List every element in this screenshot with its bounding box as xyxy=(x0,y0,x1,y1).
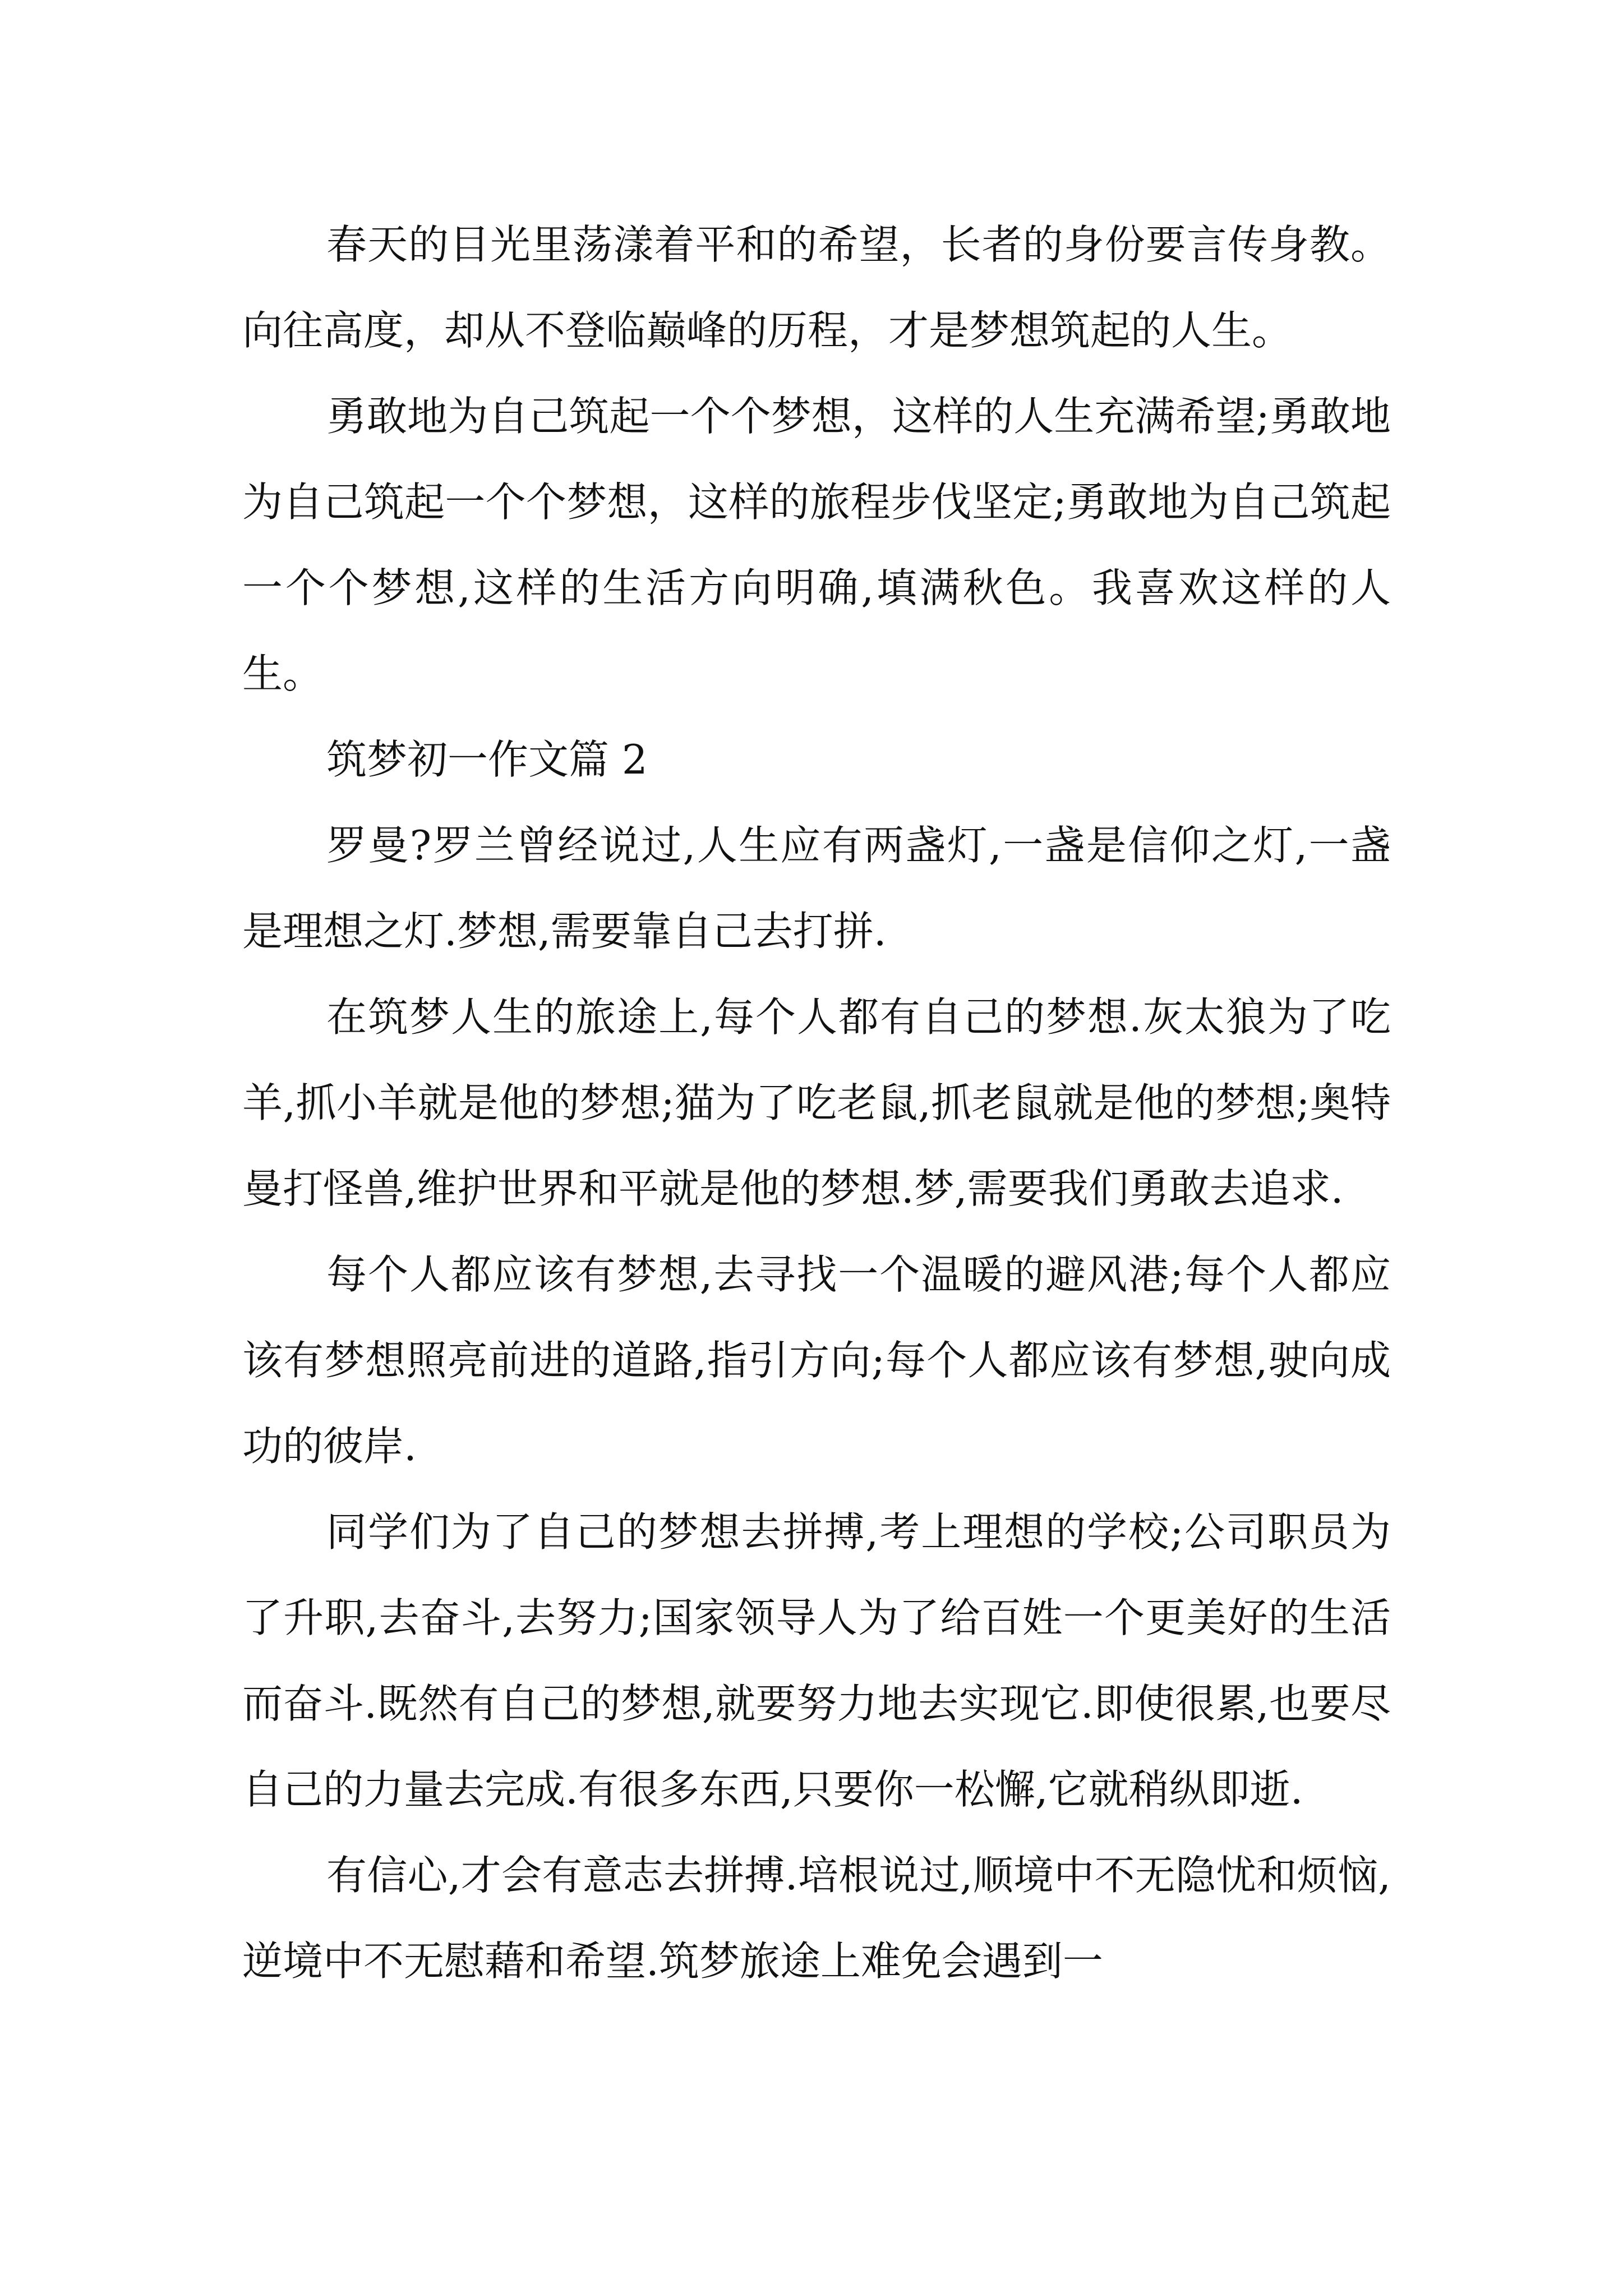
paragraph: 春天的目光里荡漾着平和的希望，长者的身份要言传身教。向往高度，却从不登临巅峰的历程，才是梦想筑起的人生。 xyxy=(242,221,1391,354)
paragraph: 罗曼?罗兰曾经说过,人生应有两盏灯,一盏是信仰之灯,一盏是理想之灯.梦想,需要靠自己去打拼. xyxy=(242,822,1391,955)
paragraph: 同学们为了自己的梦想去拼搏,考上理想的学校;公司职员为了升职,去奋斗,去努力;国家领导人为了给百姓一个更美好的生活而奋斗.既然有自己的梦想,就要努力地去实现它.即使很累,也要尽自己的力量去完成.有很多东西,只要你一松懈,它就稍纵即逝. xyxy=(242,1508,1391,1813)
paragraph: 勇敢地为自己筑起一个个梦想，这样的人生充满希望;勇敢地为自己筑起一个个梦想，这样的旅程步伐坚定;勇敢地为自己筑起一个个梦想,这样的生活方向明确,填满秋色。我喜欢这样的人生。 xyxy=(242,393,1391,697)
paragraph: 在筑梦人生的旅途上,每个人都有自己的梦想.灰太狼为了吃羊,抓小羊就是他的梦想;猫为了吃老鼠,抓老鼠就是他的梦想;奥特曼打怪兽,维护世界和平就是他的梦想.梦,需要我们勇敢去追求. xyxy=(242,993,1391,1212)
paragraph: 有信心,才会有意志去拼搏.培根说过,顺境中不无隐忧和烦恼,逆境中不无慰藉和希望.筑梦旅途上难免会遇到一 xyxy=(242,1852,1391,1985)
section-heading: 筑梦初一作文篇 2 xyxy=(326,736,648,783)
paragraph: 每个人都应该有梦想,去寻找一个温暖的避风港;每个人都应该有梦想照亮前进的道路,指引方向;每个人都应该有梦想,驶向成功的彼岸. xyxy=(242,1251,1391,1470)
document-body xyxy=(242,202,1391,2004)
